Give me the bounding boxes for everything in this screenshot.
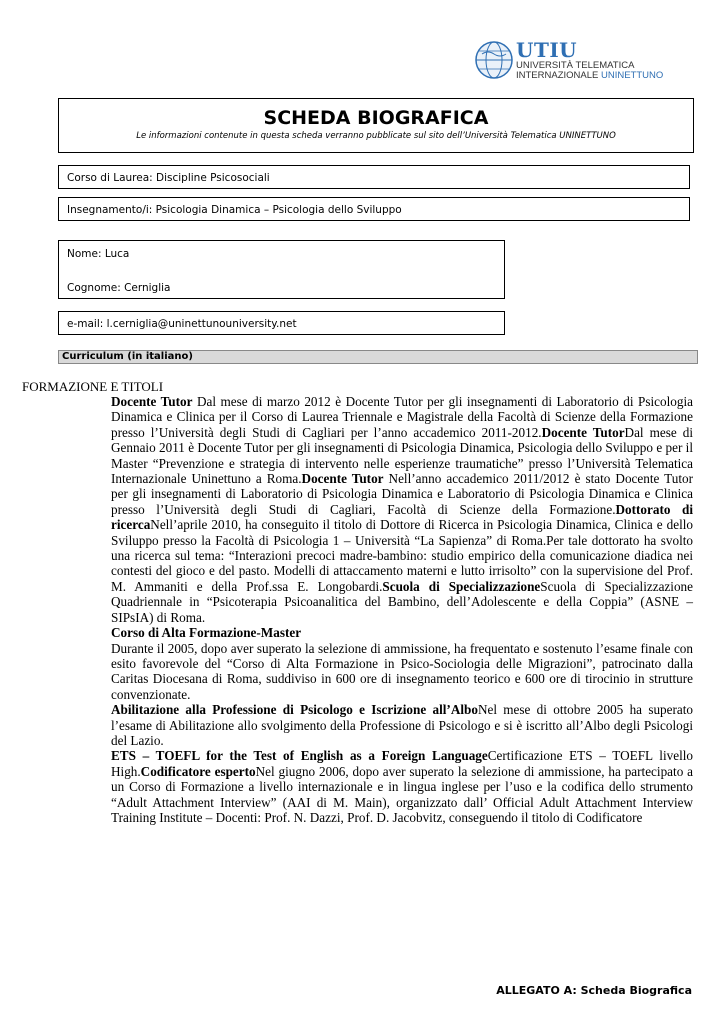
nome-field: Nome: Luca [67, 248, 130, 260]
bold-heading: Codificatore esperto [140, 763, 256, 779]
bold-heading: Docente Tutor [541, 424, 625, 440]
email-field: e-mail: l.cerniglia@uninettunouniversity.net [67, 318, 297, 330]
bold-heading: Abilitazione alla Professione di Psicologo e Iscrizione all’Albo [111, 702, 478, 718]
page-subtitle: Le informazioni contenute in questa scheda verranno pubblicate sul sito dell’Università Telematica UNINETTUNO [136, 131, 616, 141]
body-text: Nel mese di ottobre 2005 ha superato l’esame di Abilitazione allo svolgimento della Professione di Psicologo e si è iscritto all’Albo degli Psicologi del Lazio. [111, 702, 693, 748]
email-box [58, 311, 505, 335]
bold-heading: ETS – TOEFL for the Test of English as a Foreign Language [111, 748, 488, 764]
section-title: FORMAZIONE E TITOLI [22, 379, 164, 394]
footer-label: ALLEGATO A: Scheda Biografica [496, 984, 692, 997]
logo-brand: UTIU [516, 38, 578, 62]
insegnamento-field: Insegnamento/i: Psicologia Dinamica – Psicologia dello Sviluppo [67, 204, 402, 216]
body-text: Nell’aprile 2010, ha conseguito il titolo di Dottore di Ricerca in Psicologia Dinamica, Clinica e dello Sviluppo presso la Facoltà di Psicologia 1 – Università “La Sapienza” di Roma.Per tale dottorato ha svolto una ricerca sul tema: “Interazioni precoci madre-bambino: studio empirico della comunicazione diadica nei contesti del gioco e del pasto. Modelli di attaccamento materni e lutto irrisolto” con la supervisione del Prof. M. Ammaniti e della Prof.ssa E. Longobardi. [111, 517, 693, 594]
corso-box [58, 165, 690, 189]
page-title: SCHEDA BIOGRAFICA [263, 107, 489, 129]
name-box [58, 240, 505, 299]
insegnamento-box [58, 197, 690, 221]
logo-line-2 [516, 70, 663, 81]
curriculum-bar: Curriculum (in italiano) [58, 350, 698, 364]
university-logo [474, 40, 684, 84]
body-text: Dal mese di marzo 2012 è Docente Tutor per gli insegnamenti di Laboratorio di Psicologia Dinamica e Clinica per il Corso di Laurea Triennale e Magistrale della Facoltà di Scienze della Formazione presso l’Università degli Studi di Cagliari per l’anno accademico 2011-2012. [111, 394, 694, 440]
paragraph-5 [111, 748, 693, 825]
paragraph-1 [111, 394, 693, 625]
cognome-field: Cognome: Cerniglia [67, 282, 171, 294]
title-box [58, 98, 694, 153]
bold-heading: Scuola di Specializzazione [382, 578, 541, 594]
logo-line-1: UNIVERSITÀ TELEMATICA [516, 60, 635, 71]
body-text: Nell’anno accademico 2011/2012 è stato Docente Tutor per gli insegnamenti di Laboratorio di Psicologia Dinamica e Laboratorio di Psicologia Dinamica e Clinica presso l’Università degli Studi di Cagliari, Facoltà di Scienze della Formazione. [111, 471, 693, 517]
body-text: Dal mese di Gennaio 2011 è Docente Tutor per gli insegnamenti di Psicologia Dinamica, Psicologia dello Sviluppo e per il Master “Prevenzione e strategia di intervento nelle esperienze traumatiche” presso l’Università Telematica Internazionale Uninettuno a Roma. [111, 424, 693, 487]
logo-line-2a: INTERNAZIONALE [516, 70, 601, 81]
body-text: Nel giugno 2006, dopo aver superato la selezione di ammissione, ha partecipato a un Corso di Formazione a livello internazionale e in lingua inglese per l’uso e la codifica dello strumento “Adult Attachment Interview” (AAI di M. Main), organizzato dall’ Official Adult Attachment Interview Training Institute – Docenti: Prof. N. Dazzi, Prof. D. Jacobvitz, conseguendo il titolo di Codificatore [111, 763, 693, 825]
paragraph-2: Corso di Alta Formazione-Master [111, 625, 302, 641]
corso-field: Corso di Laurea: Discipline Psicosociali [67, 172, 270, 184]
logo-line-2b: UNINETTUNO [601, 70, 664, 81]
globe-icon [474, 40, 514, 80]
paragraph-3: Durante il 2005, dopo aver superato la selezione di ammissione, ha frequentato e sostenuto l’esame finale con esito favorevole del “Corso di Alta Formazione in Psico-Sociologia delle Migrazioni”, patrocinato dalla Caritas Diocesana di Roma, suddiviso in 600 ore di insegnamento teorico e 600 ore di tirocinio in strutture convenzionate. [111, 640, 693, 702]
body-text: Certificazione ETS – TOEFL livello High. [111, 748, 693, 779]
curriculum-body [111, 394, 693, 825]
bold-heading: Dottorato di ricerca [111, 501, 693, 533]
bold-heading: Docente Tutor [111, 394, 193, 409]
paragraph-4 [111, 702, 693, 748]
body-text: Scuola di Specializzazione Quadriennale in “Psicoterapia Psicoanalitica del Bambino, dell’Adolescente e della Coppia” (ASNE – SIPsIA) di Roma. [111, 578, 693, 625]
bold-heading: Docente Tutor [301, 471, 384, 487]
